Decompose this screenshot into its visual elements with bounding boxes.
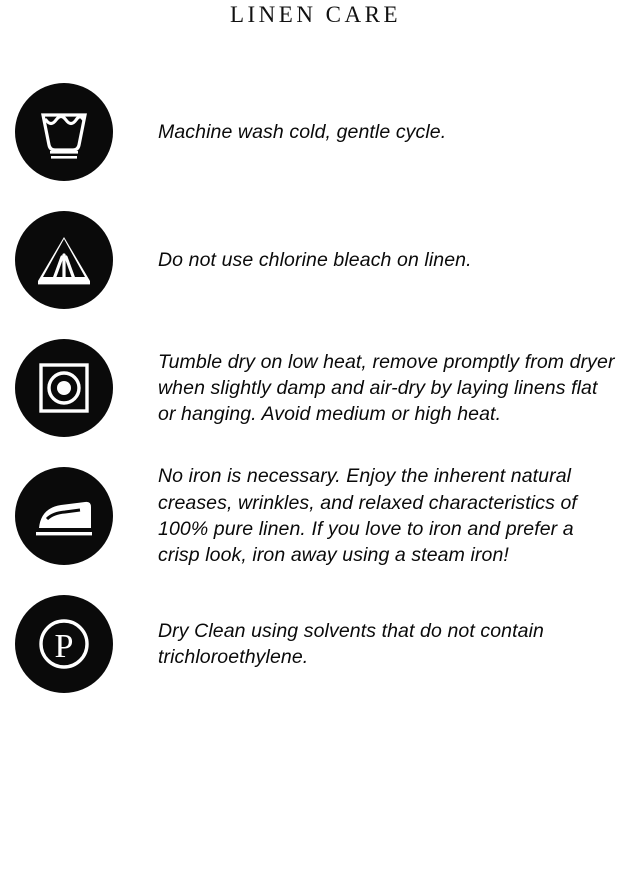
icon-cell	[8, 467, 120, 565]
page-title: LINEN CARE	[229, 2, 402, 27]
svg-text:P: P	[54, 628, 74, 665]
care-instruction-text: Machine wash cold, gentle cycle.	[158, 120, 447, 143]
icon-cell	[8, 595, 120, 693]
care-instruction-list	[0, 72, 631, 704]
dry-clean-p-icon	[15, 595, 113, 693]
care-instruction-item-dry-clean	[0, 584, 631, 704]
care-instruction-item-iron	[0, 456, 631, 576]
icon-cell	[8, 339, 120, 437]
care-instruction-text: Dry Clean using solvents that do not contain trichloroethylene.	[158, 619, 544, 668]
care-instruction-item-bleach	[0, 200, 631, 320]
care-instruction-text: Tumble dry on low heat, remove promptly from dryer when slightly damp and air-dry by laying linens flat or hanging. Avoid medium or high heat.	[158, 350, 615, 426]
care-instruction-item-wash	[0, 72, 631, 192]
no-bleach-triangle-icon	[15, 211, 113, 309]
icon-cell	[8, 83, 120, 181]
tumble-dry-icon	[15, 339, 113, 437]
iron-icon	[15, 467, 113, 565]
wash-basin-icon	[15, 83, 113, 181]
care-instruction-item-dry	[0, 328, 631, 448]
icon-cell	[8, 211, 120, 309]
care-instruction-text: No iron is necessary. Enjoy the inherent natural creases, wrinkles, and relaxed characteristics of 100% pure linen. If you love to iron and prefer a crisp look, iron away using a steam iron!	[158, 465, 577, 567]
care-instruction-text: Do not use chlorine bleach on linen.	[158, 248, 472, 271]
